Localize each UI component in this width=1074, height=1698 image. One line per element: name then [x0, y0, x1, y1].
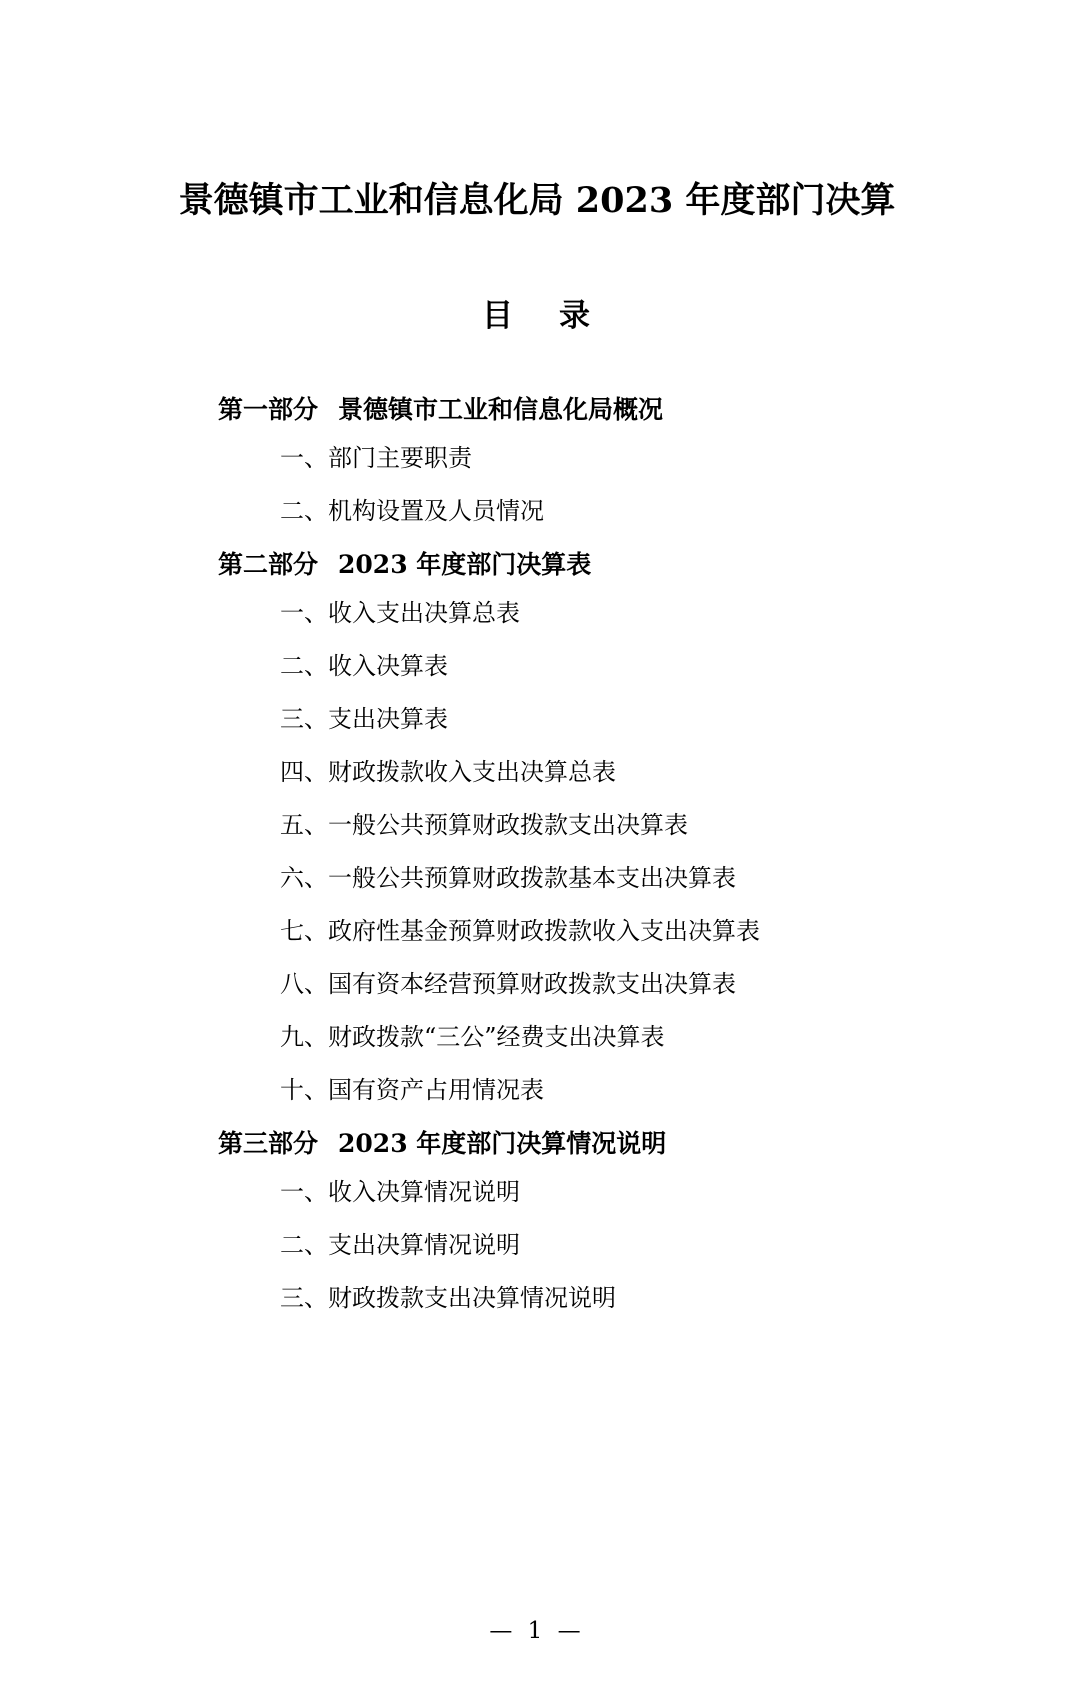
toc-part-1[interactable]	[218, 394, 974, 424]
toc-item[interactable]: 二、支出决算情况说明	[280, 1230, 520, 1259]
toc-part-1-title: 景德镇市工业和信息化局概况	[338, 394, 664, 424]
toc-item[interactable]: 五、一般公共预算财政拨款支出决算表	[280, 810, 688, 839]
toc-item[interactable]: 三、支出决算表	[280, 704, 448, 733]
toc-heading	[0, 290, 1074, 335]
toc-item[interactable]: 一、收入支出决算总表	[280, 598, 520, 627]
toc-part-3[interactable]	[218, 1128, 974, 1158]
toc-part-1-label: 第一部分	[218, 394, 319, 424]
toc-part-3-title: 2023 年度部门决算情况说明	[338, 1128, 667, 1158]
document-page	[0, 178, 1074, 1698]
toc-part-2[interactable]	[218, 549, 974, 579]
toc-item[interactable]: 一、部门主要职责	[280, 443, 472, 472]
toc-item[interactable]: 二、收入决算表	[280, 651, 448, 680]
page-title: 景德镇市工业和信息化局 2023 年度部门决算	[178, 180, 896, 221]
toc-heading-left: 目	[482, 297, 515, 334]
toc-part-3-label: 第三部分	[218, 1128, 319, 1158]
toc-item[interactable]: 二、机构设置及人员情况	[280, 496, 544, 525]
table-of-contents	[0, 394, 1074, 1312]
page-number: — 1 —	[489, 1618, 585, 1644]
toc-item[interactable]: 三、财政拨款支出决算情况说明	[280, 1283, 616, 1312]
toc-part-2-label: 第二部分	[218, 549, 319, 579]
toc-item[interactable]: 十、国有资产占用情况表	[280, 1075, 544, 1104]
toc-item[interactable]: 八、国有资本经营预算财政拨款支出决算表	[280, 969, 736, 998]
toc-item[interactable]: 七、政府性基金预算财政拨款收入支出决算表	[280, 916, 760, 945]
toc-part-2-title: 2023 年度部门决算表	[338, 549, 592, 579]
toc-item[interactable]: 四、财政拨款收入支出决算总表	[280, 757, 616, 786]
toc-item[interactable]: 九、财政拨款“三公”经费支出决算表	[280, 1022, 665, 1051]
toc-item[interactable]: 一、收入决算情况说明	[280, 1177, 520, 1206]
toc-heading-right: 录	[559, 297, 592, 334]
toc-item[interactable]: 六、一般公共预算财政拨款基本支出决算表	[280, 863, 736, 892]
